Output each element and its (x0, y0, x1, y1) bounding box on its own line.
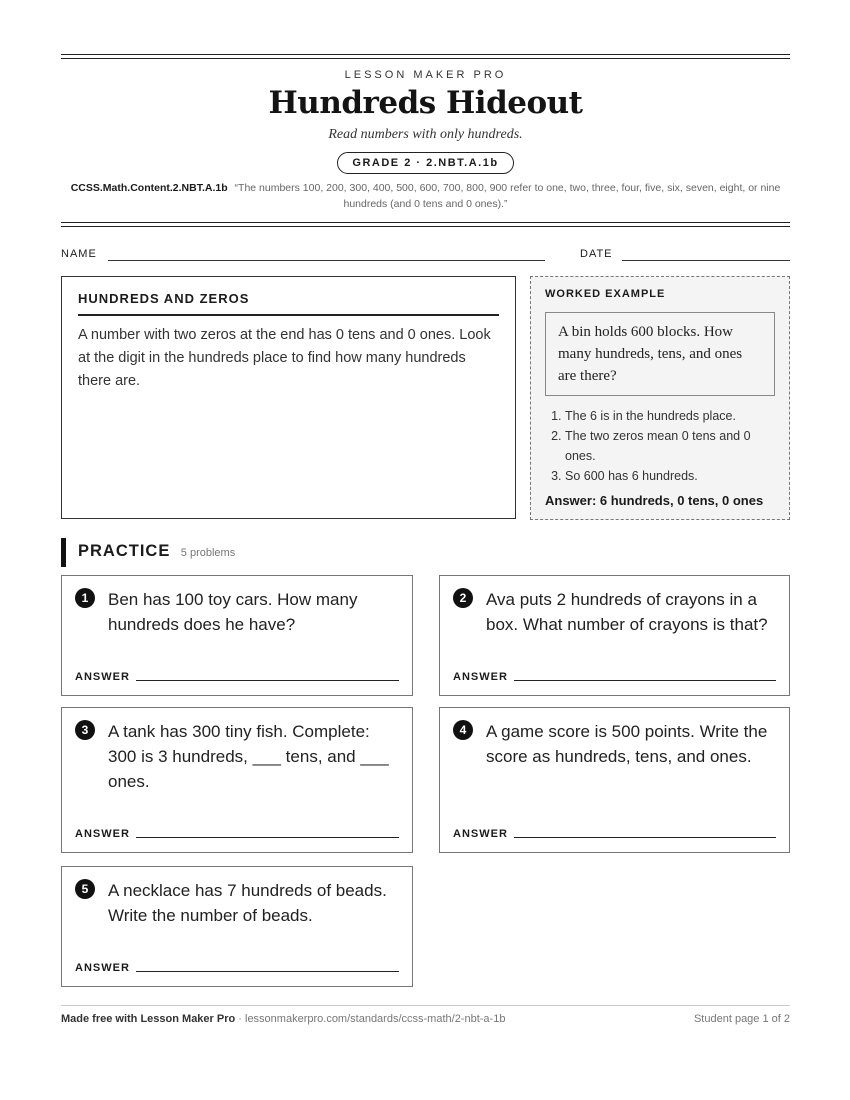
name-date-row (61, 245, 790, 265)
concept-title: HUNDREDS AND ZEROS (78, 291, 499, 316)
date-field[interactable] (622, 260, 790, 261)
practice-count: 5 problems (180, 547, 236, 559)
problem-card-4 (439, 707, 790, 853)
worked-example-title: WORKED EXAMPLE (545, 288, 666, 300)
header-top-rule (61, 54, 790, 59)
answer-field[interactable] (514, 680, 776, 681)
worked-step: 1. The 6 is in the hundreds place. (565, 406, 775, 426)
problem-text: A game score is 500 points. Write the score as hundreds, tens, and ones. (486, 722, 768, 766)
answer-field[interactable] (136, 837, 399, 838)
answer-field[interactable] (136, 680, 399, 681)
practice-title: PRACTICE (78, 542, 171, 560)
name-field[interactable] (108, 260, 545, 261)
answer-label: ANSWER (453, 671, 508, 683)
standard-code: CCSS.Math.Content.2.NBT.A.1b (70, 182, 228, 194)
header (61, 69, 790, 212)
footer-made-with: Made free with Lesson Maker Pro (61, 1013, 236, 1025)
worked-example-problem: A bin holds 600 blocks. How many hundreds, tens, and ones are there? (545, 312, 775, 396)
practice-heading (61, 538, 235, 567)
concept-box (61, 276, 516, 519)
problem-text: Ava puts 2 hundreds of crayons in a box. What number of crayons is that? (486, 590, 768, 634)
footer-page-number: Student page 1 of 2 (693, 1013, 790, 1025)
header-bottom-rule (61, 222, 790, 227)
name-label: NAME (61, 248, 97, 260)
problem-number-badge: 5 (75, 879, 95, 899)
worked-example-steps (545, 406, 775, 486)
problem-card-2 (439, 575, 790, 696)
concept-body: A number with two zeros at the end has 0 tens and 0 ones. Look at the digit in the hundreds place to find how many hundreds there are. (78, 327, 491, 389)
problem-number-badge: 3 (75, 720, 95, 740)
standard-description (61, 180, 790, 212)
worked-step: 2. The two zeros mean 0 tens and 0 ones. (565, 426, 775, 466)
date-label: DATE (580, 248, 613, 260)
worksheet-page (61, 54, 790, 1025)
worked-step: 3. So 600 has 6 hundreds. (565, 466, 775, 486)
problem-number-badge: 4 (453, 720, 473, 740)
problem-card-5 (61, 866, 413, 987)
worked-example-answer: Answer: 6 hundreds, 0 tens, 0 ones (545, 493, 764, 508)
answer-label: ANSWER (453, 828, 508, 840)
grade-standard-badge: GRADE 2 · 2.NBT.A.1b (337, 152, 513, 174)
answer-field[interactable] (514, 837, 776, 838)
standard-text: “The numbers 100, 200, 300, 400, 500, 600, 700, 800, 900 refer to one, two, three, four, five, six, seven, eight, or nine hundreds (and 0 tens and 0 ones).” (234, 182, 781, 210)
problem-text: Ben has 100 toy cars. How many hundreds does he have? (108, 590, 358, 634)
problem-number-badge: 1 (75, 588, 95, 608)
answer-label: ANSWER (75, 962, 130, 974)
problem-text: A necklace has 7 hundreds of beads. Write the number of beads. (108, 881, 387, 925)
brand-label: LESSON MAKER PRO (344, 69, 507, 81)
answer-label: ANSWER (75, 828, 130, 840)
footer-url[interactable]: lessonmakerpro.com/standards/ccss-math/2-nbt-a-1b (245, 1013, 506, 1025)
worksheet-title: Hundreds Hideout (268, 85, 583, 121)
problem-number-badge: 2 (453, 588, 473, 608)
footer (61, 1005, 790, 1025)
problem-card-1 (61, 575, 413, 696)
worked-example-box (530, 276, 790, 520)
worksheet-subtitle: Read numbers with only hundreds. (328, 127, 523, 142)
problem-text: A tank has 300 tiny fish. Complete: 300 is 3 hundreds, ___ tens, and ___ ones. (108, 722, 389, 791)
footer-separator: · (235, 1013, 245, 1025)
answer-field[interactable] (136, 971, 399, 972)
problem-card-3 (61, 707, 413, 853)
answer-label: ANSWER (75, 671, 130, 683)
